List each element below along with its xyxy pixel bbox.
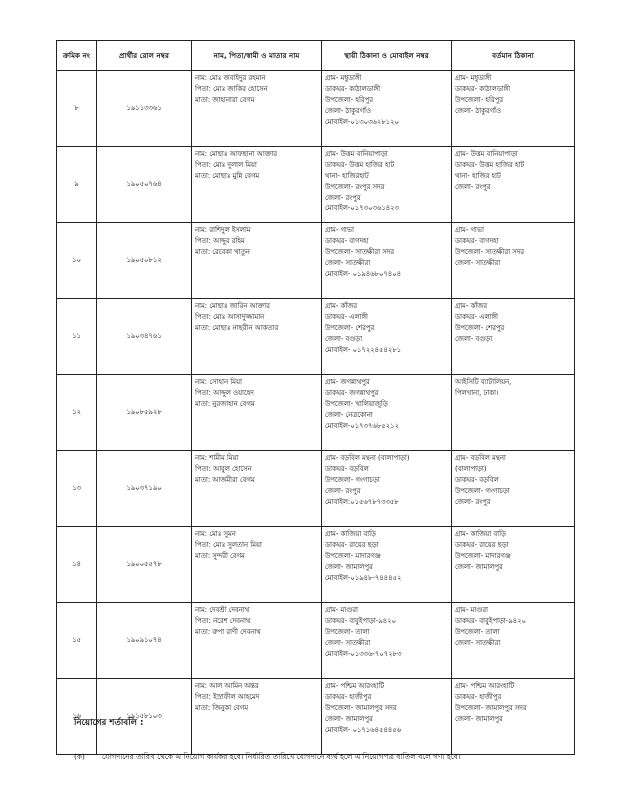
present-address-line: উপজেলা- হরিপুর xyxy=(455,95,503,104)
present-address-line: ডাকঘর- বাবুইপাড়া-৯৪২০ xyxy=(455,616,526,625)
name-cell xyxy=(192,375,322,451)
name-line: মাতা: জাহানারা বেগম xyxy=(195,95,255,104)
name-line: মাতা: মোছাঃ মুন্নি বেগম xyxy=(195,171,260,180)
roll-number-cell: ১৯১১৩৩৬১ xyxy=(97,71,192,147)
present-address-cell xyxy=(452,223,575,299)
table-row xyxy=(57,451,575,527)
present-address-line: থানা- হাজির হাট xyxy=(455,171,501,180)
roll-number-cell: ১৯০৫০৭৬৪ xyxy=(97,147,192,223)
present-address-line: জেলা- ঠাকুরগাঁও xyxy=(455,106,502,115)
name-line: নাম: রাশিদুল ইসলাম xyxy=(195,226,251,234)
present-address-cell xyxy=(452,147,575,223)
present-address-line: ডাকঘর- হাজীপুর xyxy=(455,692,502,701)
present-address-line: জেলা- জামালপুর xyxy=(455,714,503,723)
present-address-line: উপজেলা- মাদারগঞ্জ xyxy=(455,551,511,560)
present-address-cell xyxy=(452,299,575,375)
permanent-address-line: জেলা- জামালপুর xyxy=(325,562,373,571)
present-address-line: ডাকঘর- কাঠালডাঙ্গী xyxy=(455,84,511,93)
present-address-line: ডাকঘর- বাগদহা xyxy=(455,236,499,245)
name-line: পিতা: ইস্রাফীল আহমেদ xyxy=(195,692,260,701)
present-address-line: গ্রাম- বড়বিল মন্থনা xyxy=(455,454,506,462)
present-address-line: গ্রাম- মাগুরা xyxy=(455,606,488,614)
name-cell xyxy=(192,299,322,375)
name-line: পিতা: মোঃ দুলাল মিয়া xyxy=(195,160,257,169)
present-address-line: উপজেলা- সাতক্ষীরা সদর xyxy=(455,247,525,256)
permanent-address-cell xyxy=(322,603,452,679)
present-address-line: পিলখানা, ঢাকা। xyxy=(455,388,499,397)
permanent-address-line: গ্রাম- জগন্নাথপুর xyxy=(325,378,370,386)
condition-text: যোগদানের তারিখ থেকে এ নিয়োগ কার্যকর হবে। নির্ধারিত তারিখে যোগদানে ব্যর্থ হলে এ নিয়োগপত্র বাতিল বলে গণ্য হবে। xyxy=(102,752,461,761)
name-cell xyxy=(192,603,322,679)
conditions-title: নিয়োগের শর্তাবলি : xyxy=(74,718,144,728)
present-address-line: জেলা- রংপুর xyxy=(455,497,491,506)
name-line: পিতা: আব্দুর রহিম xyxy=(195,236,245,245)
present-address-line: গ্রাম- গাভা xyxy=(455,226,484,234)
permanent-address-line: মোবাইল-০১৭৩৭৬৮৫২১২ xyxy=(325,421,399,430)
present-address-cell xyxy=(452,603,575,679)
roll-number-cell: ১৯০৫০৮১২ xyxy=(97,223,192,299)
permanent-address-line: মোবাইল-০১৭৩০৩৬১৪২৩ xyxy=(325,204,399,213)
table-row xyxy=(57,147,575,223)
name-cell xyxy=(192,71,322,147)
roll-number-cell: ১৯০৩৭১৯০ xyxy=(97,451,192,527)
present-address-cell xyxy=(452,451,575,527)
serial-cell: ১২ xyxy=(57,375,97,451)
permanent-address-line: গ্রাম- মাগুরা xyxy=(325,606,358,614)
name-line: নাম: আল আমিন অন্তর xyxy=(195,682,259,690)
present-address-cell xyxy=(452,375,575,451)
present-address-line: গ্রাম- কাঁজর xyxy=(455,302,487,310)
permanent-address-cell xyxy=(322,375,452,451)
permanent-address-line: ডাকঘর- হাজীপুর xyxy=(325,692,372,701)
conditions-section xyxy=(74,716,594,765)
present-address-line: গ্রাম- উত্তম বানিয়াপাড়া xyxy=(455,150,518,158)
name-line: মাতা: রেবেকা খাতুন xyxy=(195,247,250,256)
condition-item xyxy=(74,748,594,765)
header-present-address: বর্তমান ঠিকানা xyxy=(452,41,575,71)
permanent-address-line: উপজেলা- শেরপুর xyxy=(325,323,375,332)
name-line: মাতা: আজমীরা বেগম xyxy=(195,475,255,484)
name-line: পিতা: মোঃ জাকির হোসেন xyxy=(195,84,268,93)
present-address-line: ডাকঘর- এলাঙ্গী xyxy=(455,312,498,321)
permanent-address-line: ডাকঘর- বড়বিল xyxy=(325,464,369,473)
permanent-address-line: উপজেলা- মাদারগঞ্জ xyxy=(325,551,381,560)
permanent-address-line: জেলা- জামালপুর xyxy=(325,714,373,723)
name-cell xyxy=(192,451,322,527)
roll-number-cell: ১৯০৮৫৯২৮ xyxy=(97,375,192,451)
name-line: নাম: দেবশ্রী দেবনাথ xyxy=(195,606,250,614)
table-row xyxy=(57,71,575,147)
present-address-line: উপজেলা- গংগাচড়া xyxy=(455,486,510,495)
present-address-line: জেলা- রংপুর xyxy=(455,182,491,191)
present-address-line: জেলা- সাতক্ষীরা xyxy=(455,258,501,267)
permanent-address-line: ডাকঘর- রায়ের ছড়া xyxy=(325,540,379,549)
permanent-address-line: উপজেলা- হরিপুর xyxy=(325,95,373,104)
table-row xyxy=(57,223,575,299)
present-address-line: ডাকঘর- রায়ের ছড়া xyxy=(455,540,509,549)
serial-cell: ১০ xyxy=(57,223,97,299)
table-row xyxy=(57,375,575,451)
serial-cell: ১৬ xyxy=(57,679,97,755)
name-line: মাতা: নুরজাহান বেগম xyxy=(195,399,255,408)
permanent-address-line: মোবাইল- ০১৭১৬৪৫৪৪৫৬ xyxy=(325,725,402,734)
header-permanent-address: স্থায়ী ঠিকানা ও মোবাইল নম্বর xyxy=(322,41,452,71)
name-cell xyxy=(192,147,322,223)
present-address-line: জেলা- বগুড়া xyxy=(455,334,493,343)
name-line: পিতা: নরেশ দেবনাথ xyxy=(195,616,251,625)
permanent-address-line: গ্রাম- উত্তম বানিয়াপাড়া xyxy=(325,150,388,158)
present-address-line: ডাকঘর- উত্তম হাজির হাট xyxy=(455,160,525,169)
name-line: মাতা: রুপা রাণী দেবনাথ xyxy=(195,627,261,636)
permanent-address-line: ডাকঘর- বাবুইপাড়া-৯৪২০ xyxy=(325,616,396,625)
permanent-address-line: গ্রাম- কাজিয়া বাড়ি xyxy=(325,530,376,538)
serial-cell: ১৫ xyxy=(57,603,97,679)
permanent-address-line: জেলা- বগুড়া xyxy=(325,334,363,343)
present-address-line: আইসিটি ব্যাটালিয়ন, xyxy=(455,378,512,386)
permanent-address-line: মোবাইল-০১৩৩৬-৭০৭২৮৩ xyxy=(325,649,402,658)
present-address-line: উপজেলা- জামালপুর সদর xyxy=(455,703,527,712)
permanent-address-cell xyxy=(322,299,452,375)
table-row xyxy=(57,299,575,375)
permanent-address-line: মোবাইল-০১৩০৩৬২৮১২০ xyxy=(325,117,399,126)
permanent-address-line: ডাকঘর- বাগদহা xyxy=(325,236,369,245)
roll-number-cell: ১৯০৯১০৭৪ xyxy=(97,603,192,679)
name-line: নাম: মোঃ সুমন xyxy=(195,530,236,538)
permanent-address-line: উপজেলা- রংপুর সদর xyxy=(325,182,385,191)
name-cell xyxy=(192,223,322,299)
present-address-cell xyxy=(452,71,575,147)
present-address-line: জেলা- সাতক্ষীরা xyxy=(455,638,501,647)
name-line: নাম: মোঃ জবাইদুর রহমান xyxy=(195,74,266,82)
permanent-address-line: জেলা- রংপুর xyxy=(325,193,361,202)
name-line: নাম: সোহান মিয়া xyxy=(195,378,242,386)
present-address-line: জেলা- জামালপুর xyxy=(455,562,503,571)
present-address-line: (বালাপাড়া) xyxy=(455,464,487,473)
permanent-address-line: উপজেলা- তালা xyxy=(325,627,370,636)
permanent-address-line: ডাকঘর- উত্তম হাজির হাট xyxy=(325,160,395,169)
serial-cell: ১৪ xyxy=(57,527,97,603)
permanent-address-cell xyxy=(322,451,452,527)
permanent-address-line: উপজেলা- গংগাচড়া xyxy=(325,475,380,484)
permanent-address-line: ডাকঘর- এলাঙ্গী xyxy=(325,312,368,321)
permanent-address-line: ডাকঘর- কাঠালডাঙ্গী xyxy=(325,84,381,93)
present-address-line: গ্রাম- কাজিয়া বাড়ি xyxy=(455,530,506,538)
present-address-line: উপজেলা- শেরপুর xyxy=(455,323,505,332)
condition-label: (ক) xyxy=(74,752,85,761)
present-address-line: ডাকঘর- বড়বিল xyxy=(455,475,499,484)
serial-cell: ১১ xyxy=(57,299,97,375)
present-address-cell xyxy=(452,527,575,603)
serial-cell: ৯ xyxy=(57,147,97,223)
permanent-address-line: মোবাইল:০১৫৬৭৮৭৩৩৫৮ xyxy=(325,497,399,506)
permanent-address-line: গ্রাম- কাঁজর xyxy=(325,302,357,310)
table-row xyxy=(57,603,575,679)
permanent-address-line: জেলা- রংপুর xyxy=(325,486,361,495)
permanent-address-cell xyxy=(322,147,452,223)
serial-cell: ৮ xyxy=(57,71,97,147)
roll-number-cell: ১৯০৩৪৭৬১ xyxy=(97,299,192,375)
table-body xyxy=(57,71,575,755)
present-address-line: গ্রাম- মধুডাঙ্গী xyxy=(455,74,492,82)
permanent-address-line: থানা- হাজিরহাট xyxy=(325,171,369,180)
roll-number-cell: ১৯০০৫৫৭৮ xyxy=(97,527,192,603)
permanent-address-line: মোবাইল-০১৯৪৮-৭৪৪৪৫২ xyxy=(325,573,402,582)
table-header-row xyxy=(57,41,575,71)
permanent-address-line: মোবাইল- ০১৭২২৪৫৪২৮১ xyxy=(325,345,402,354)
present-address-line: গ্রাম- পশ্চিম আরংহাটি xyxy=(455,682,515,690)
name-cell xyxy=(192,527,322,603)
permanent-address-line: জেলা- সাতক্ষীরা xyxy=(325,638,371,647)
table-row xyxy=(57,527,575,603)
permanent-address-line: মোবাইল- ০১৯৪৬৮০৭৪০৪ xyxy=(325,269,402,278)
name-line: পিতা: মোঃ আসাদুজ্জামান xyxy=(195,312,265,321)
header-roll: প্রার্থীর রোল নম্বর xyxy=(97,41,192,71)
name-line: পিতা: আব্দুল ওয়াহেদ xyxy=(195,388,254,397)
permanent-address-line: গ্রাম- পশ্চিম আরংহাটি xyxy=(325,682,385,690)
permanent-address-cell xyxy=(322,71,452,147)
header-serial: ক্রমিক নং xyxy=(57,41,97,71)
permanent-address-line: জেলা- সাতক্ষীরা xyxy=(325,258,371,267)
permanent-address-line: উপজেলা- খালিয়াজুড়ি xyxy=(325,399,388,408)
candidate-table xyxy=(56,40,575,755)
name-line: পিতা: মোঃ সুলতান মিয়া xyxy=(195,540,262,549)
permanent-address-line: জেলা- নেত্রকোনা xyxy=(325,410,373,419)
name-line: নাম: শামীম মিয়া xyxy=(195,454,239,462)
name-line: নাম: মোছাঃ জারিন আক্তার xyxy=(195,302,270,310)
permanent-address-line: ডাকঘর- জগন্নাথপুর xyxy=(325,388,379,397)
permanent-address-line: গ্রাম- মধুডাঙ্গী xyxy=(325,74,362,82)
name-line: মাতা: মোছাঃ নাছরীন আকতার xyxy=(195,323,279,332)
permanent-address-line: জেলা- ঠাকুরগাঁও xyxy=(325,106,372,115)
serial-cell: ১৩ xyxy=(57,451,97,527)
header-name: নাম, পিতা/স্বামী ও মাতার নাম xyxy=(192,41,322,71)
permanent-address-line: গ্রাম- বড়বিল মন্থনা (বালাপাড়া) xyxy=(325,454,410,462)
name-line: মাতা: সুন্দরী বেগম xyxy=(195,551,245,560)
permanent-address-line: গ্রাম- গাভা xyxy=(325,226,354,234)
roll-number-cell: ১৯১৫৮১০৩ xyxy=(97,679,192,755)
present-address-line: উপজেলা- তালা xyxy=(455,627,500,636)
name-line: মাতা: জিনুকা বেগম xyxy=(195,703,249,712)
name-line: পিতা: আবুল হোসেন xyxy=(195,464,252,473)
permanent-address-cell xyxy=(322,527,452,603)
permanent-address-line: উপজেলা- জামালপুর সদর xyxy=(325,703,397,712)
permanent-address-line: উপজেলা- সাতক্ষীরা সদর xyxy=(325,247,395,256)
permanent-address-cell xyxy=(322,223,452,299)
name-line: নাম: মোছাঃ আফছানা আক্তার xyxy=(195,150,278,158)
